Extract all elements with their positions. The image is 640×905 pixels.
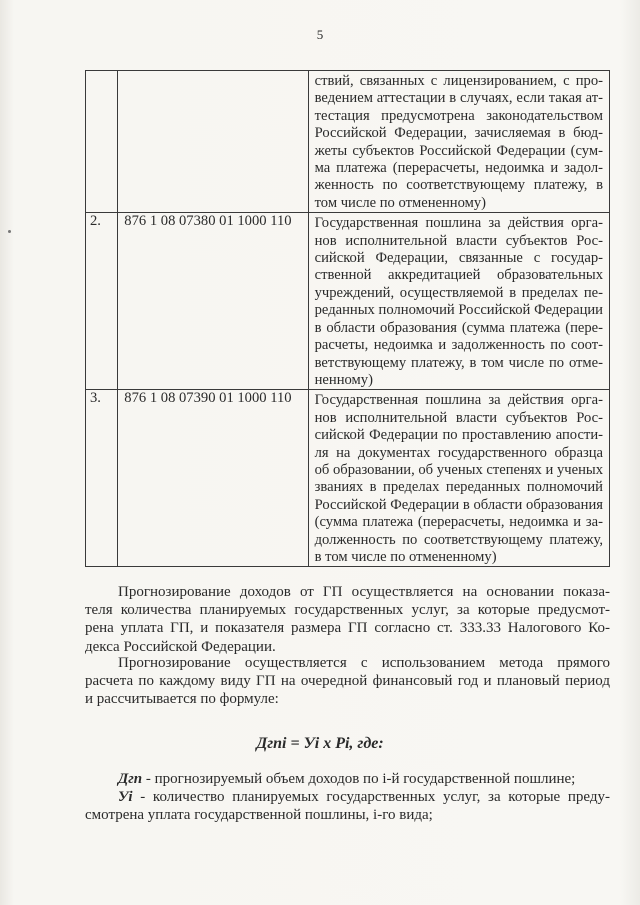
paragraph-forecasting-method [85,654,610,709]
description-line: сийской Федерации по проставлению апости- [314,427,603,444]
row-number-cell [86,71,118,213]
description-line: ствий, связанных с лицензированием, с про- [314,73,603,89]
row-code-cell: 876 1 08 07380 01 1000 110 [118,213,308,390]
paragraph-line: рена уплата ГП, и показателя размера ГП согласно ст. 333.33 Налогового Ко- [85,620,610,637]
description-line: в том числе по отмененному) [314,548,497,565]
description-line: званиях в пределах переданных полномочий [314,479,603,496]
description-line: об образовании, об ученых степенях и ученых [314,461,603,478]
row-code-cell: 876 1 08 07390 01 1000 110 [118,390,308,567]
definition-text: - количество планируемых государственных услуг, за которые преду- [132,789,610,806]
definition-term: Уі [118,789,133,806]
description-line: женность по соответствующему платежу, в [314,177,603,194]
paragraph-line: теля количества планируемых государственных услуг, за которые предусмот- [85,602,610,619]
description-line: ма платежа (перерасчеты, недоимка и задол- [314,160,603,177]
row-code-cell [118,71,308,213]
row-description-cell [308,213,609,390]
table-row [86,390,610,567]
description-line: учреждений, осуществляемой в пределах пе- [314,284,603,301]
description-line: Государственная пошлина за действия орга- [314,392,603,409]
description-line: ведением аттестации в случаях, если такая ат- [314,90,603,107]
formula-definitions [85,770,610,825]
description-line: Российской Федерации, зачисляемая в бюд- [314,125,603,142]
page-number: 5 [316,27,324,42]
budget-codes-table [85,70,610,567]
description-line: нов исполнительной власти субъектов Рос- [314,232,603,249]
description-line: Государственная пошлина за действия орга- [314,215,603,232]
table-row [86,71,610,213]
formula: Дгпі = Уі х Рі, где: [256,735,384,752]
description-line: (сумма платежа (перерасчеты, недоимка и за- [314,514,603,531]
description-line: Российской Федерации в области образования [314,496,603,513]
row-description-cell [308,390,609,567]
row-description-cell [308,71,609,213]
description-line: в области образования (сумма платежа (пере- [314,319,603,336]
description-line: сийской Федерации, связанные с государ- [314,250,603,267]
paragraph-line: Прогнозирование осуществляется с использованием метода прямого [118,655,610,671]
description-line: долженность по соответствующему платежу, [314,531,603,548]
paragraph-line: расчета по каждому виду ГП на очередной финансовый год и плановый период [85,673,610,690]
description-line: том числе по отмененному) [314,194,487,211]
definition-term: Дгп [118,771,143,787]
margin-dot [8,230,11,233]
description-line: ветствующему платежу, в том числе по отме- [314,354,603,371]
paragraph-line: Прогнозирование доходов от ГП осуществляется на основании показа- [118,584,610,600]
definition-line: смотрена уплата государственной пошлины, і-го вида; [85,807,433,824]
description-line: ственной аккредитацией образовательных [314,267,603,284]
definition-line [85,788,610,806]
definition-text: - прогнозируемый объем доходов по і-й государственной пошлине; [142,771,576,787]
description-line: тестация предусмотрена законодательством [314,107,603,124]
description-line: расчеты, недоимка и задолженность по соот- [314,337,603,354]
paragraph-forecasting-basis [85,583,610,656]
definition-line [85,770,610,788]
description-line: нов исполнительной власти субъектов Рос- [314,409,603,426]
row-number-cell: 2. [86,213,118,390]
paragraph-line: декса Российской Федерации. [85,638,276,655]
table-row [86,213,610,390]
description-line: жеты субъектов Российской Федерации (сум- [314,142,603,159]
description-line: ненному) [314,371,373,388]
description-line: реданных полномочий Российской Федерации [314,302,603,319]
description-line: ля на документах государственного образца [314,444,603,461]
paragraph-line: и рассчитывается по формуле: [85,691,279,708]
row-number-cell: 3. [86,390,118,567]
